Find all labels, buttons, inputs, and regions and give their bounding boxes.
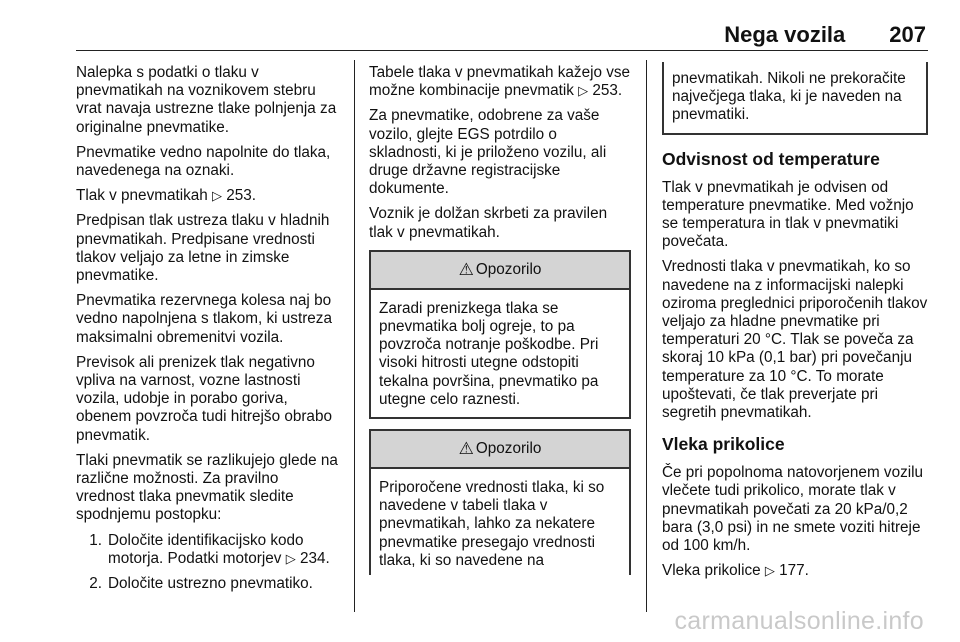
paragraph: Pnevmatika rezervnega kolesa naj bo vedno napolnjena s tlakom, ki ustreza maksimalni obremenitvi vozila. — [76, 292, 332, 346]
warning-text: Priporočene vrednosti tlaka, ki so navedene v tabeli tlaka v pnevmatikah, lahko za nekatere pnevmatike presegajo vrednosti tlaka, ki so navedene na — [379, 479, 605, 569]
xref-triangle-icon: ▷ — [285, 550, 296, 566]
paragraph: Nalepka s podatki o tlaku v pnevmatikah na voznikovem stebru vrat navaja ustrezne tlake polnjenja za originalne pnevmatike. — [76, 64, 337, 136]
xref-triangle-icon: ▷ — [764, 563, 775, 579]
paragraph: Vrednosti tlaka v pnevmatikah, ko so navedene na z informacijski nalepki oziroma preglednici priporočenih tlakov veljajo za hladne pnevmatike pri temperaturi 20 °C. Tlak se poveča za skoraj 10 kPa (0,1 bar) pri povečanju temperature za 10 °C. To morate upoštevati, če tlak preverjate pri segretih pnevmatikah. — [662, 258, 928, 422]
paragraph: Voznik je dolžan skrbeti za pravilen tlak v pnevmatikah. — [369, 205, 608, 241]
page-number: 207 — [889, 22, 926, 47]
column-3 — [662, 62, 928, 587]
section-heading: Odvisnost od temperature — [662, 148, 880, 169]
section-heading: Vleka prikolice — [662, 434, 785, 455]
paragraph: Tabele tlaka v pnevmatikah kažejo vse možne kombinacije pnevmatik ▷ 253. — [369, 64, 631, 100]
paragraph: Za pnevmatike, odobrene za vaše vozilo, glejte EGS potrdilo o skladnosti, ki je priloženo vozilu, ali druge državne registracijske dokumente. — [369, 107, 607, 198]
paragraph: Previsok ali prenizek tlak negativno vpliva na varnost, vozne lastnosti vozila, udobje in porabo goriva, obenem povzroča tudi hitrejšo obrabo pnevmatik. — [76, 353, 332, 444]
warning-text: Zaradi prenizkega tlaka se pnevmatika bolj ogreje, to pa povzroča notranje poškodbe. Pri visoki hitrosti utegne odstopiti tekalna površina, pnevmatiko pa utegne celo raznesti. — [379, 299, 599, 408]
column-divider-1 — [354, 60, 355, 612]
steps-list — [76, 532, 338, 594]
warning-box — [369, 429, 631, 575]
warning-header: ⚠ Opozorilo — [371, 431, 629, 469]
xref-triangle-icon: ▷ — [212, 188, 223, 204]
paragraph: Predpisan tlak ustreza tlaku v hladnih pnevmatikah. Predpisane vrednosti tlakov veljajo za letne in zimske pnevmatike. — [76, 212, 330, 285]
warning-continuation: pnevmatikah. Nikoli ne prekoračite največjega tlaka, ki je naveden na pnevmatiki. — [662, 62, 928, 135]
page-ref-link[interactable]: 253. — [226, 187, 257, 205]
xref-triangle-icon: ▷ — [578, 83, 589, 99]
paragraph: Vleka prikolice ▷ 177. — [662, 562, 809, 580]
warning-triangle-icon: ⚠ — [458, 259, 474, 279]
watermark: carmanualsonline.info — [674, 607, 924, 635]
page-ref-link[interactable]: 253. — [592, 82, 623, 100]
section-title: Nega vozila — [724, 22, 846, 47]
warning-triangle-icon: ⚠ — [458, 438, 474, 458]
column-divider-2 — [646, 60, 647, 612]
warning-header: ⚠ Opozorilo — [371, 252, 629, 290]
paragraph: Pnevmatike vedno napolnite do tlaka, navedenega na oznaki. — [76, 143, 331, 180]
list-item: 1. Določite identifikacijsko kodo motorja. Podatki motorjev ▷ 234. — [89, 531, 330, 567]
list-item: 2. Določite ustrezno pnevmatiko. — [89, 575, 313, 593]
page-ref-link[interactable]: 177. — [779, 562, 809, 580]
warning-box — [369, 250, 631, 419]
column-2 — [369, 64, 631, 575]
paragraph: Tlaki pnevmatik se razlikujejo glede na različne možnosti. Za pravilno vrednost tlaka pnevmatik sledite spodnjemu postopku: — [76, 451, 338, 524]
page-header — [724, 22, 926, 48]
paragraph: Če pri popolnoma natovorjenem vozilu vlečete tudi prikolico, morate tlak v pnevmatikah povečati za 20 kPa/0,2 bara (3,0 psi) in ne smete voziti hitreje od 100 km/h. — [662, 464, 924, 555]
paragraph: Tlak v pnevmatikah je odvisen od temperature pnevmatike. Med vožnjo se temperatura in tlak v pnevmatiki povečata. — [662, 178, 914, 251]
column-1 — [76, 64, 338, 600]
header-rule — [76, 50, 928, 51]
page-ref-link[interactable]: 234. — [299, 549, 330, 567]
paragraph: Tlak v pnevmatikah ▷ 253. — [76, 187, 257, 205]
